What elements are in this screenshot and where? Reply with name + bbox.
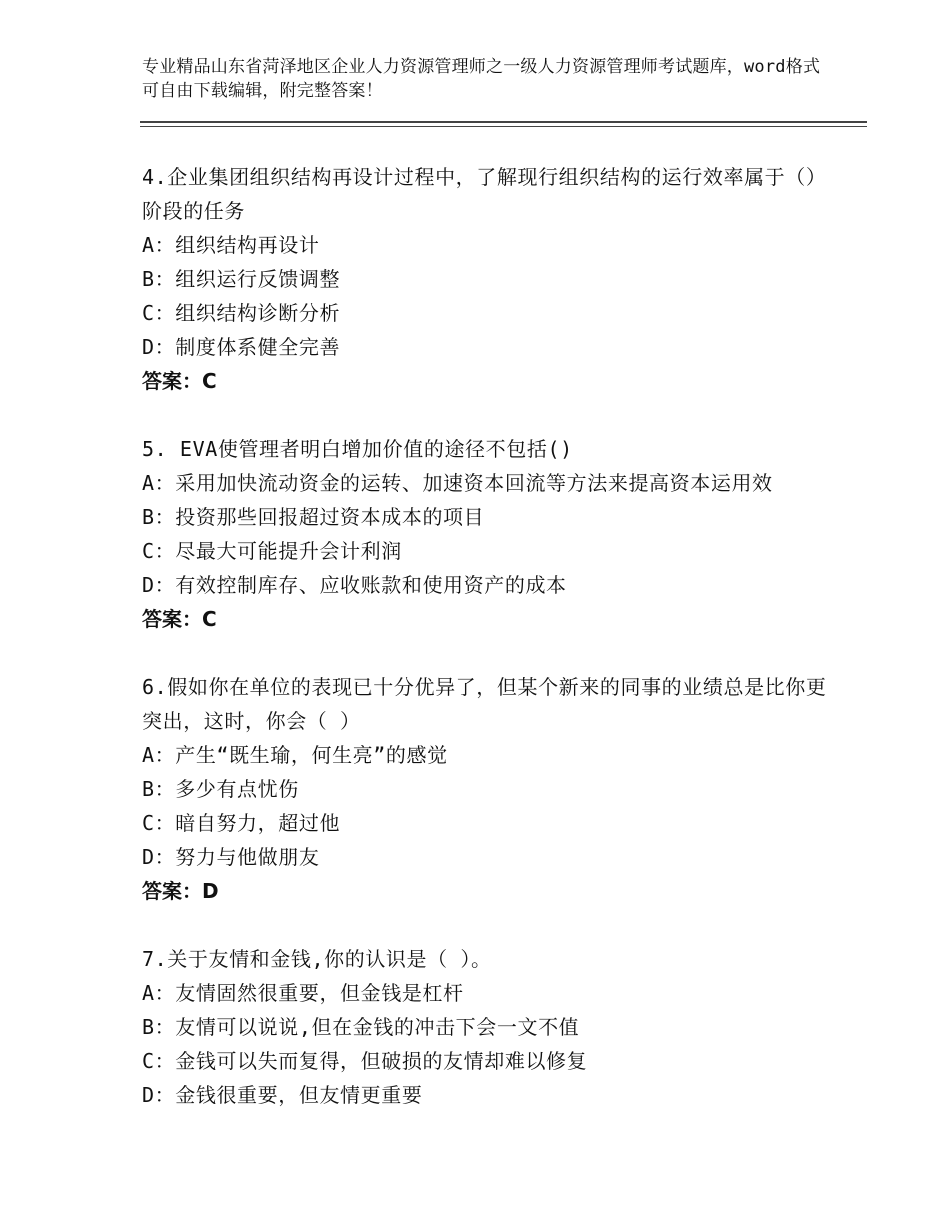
option-b: B：友情可以说说,但在金钱的冲击下会一文不值 — [142, 1015, 580, 1039]
option-b: B：投资那些回报超过资本成本的项目 — [142, 505, 485, 529]
question-5 — [142, 432, 832, 636]
option-d: D：努力与他做朋友 — [142, 845, 320, 869]
question-6 — [142, 670, 832, 908]
answer-value: D — [202, 879, 219, 903]
option-a: A：采用加快流动资金的运转、加速资本回流等方法来提高资本运用效 — [142, 471, 773, 495]
answer-value: C — [202, 369, 217, 393]
question-stem: 7.关于友情和金钱,你的认识是（ ）。 — [142, 947, 492, 971]
spacer — [142, 636, 832, 670]
option-c: C：暗自努力，超过他 — [142, 811, 341, 835]
question-stem: 6.假如你在单位的表现已十分优异了，但某个新来的同事的业绩总是比你更突出，这时，你会（ ） — [142, 675, 827, 733]
option-b: B：多少有点忧伤 — [142, 777, 299, 801]
header-divider — [140, 121, 867, 123]
header-divider-thin — [140, 126, 867, 127]
option-c: C：金钱可以失而复得，但破损的友情却难以修复 — [142, 1049, 588, 1073]
option-b: B：组织运行反馈调整 — [142, 267, 341, 291]
question-stem: 4.企业集团组织结构再设计过程中，了解现行组织结构的运行效率属于（）阶段的任务 — [142, 165, 827, 223]
question-7 — [142, 942, 832, 1112]
document-header: 专业精品山东省菏泽地区企业人力资源管理师之一级人力资源管理师考试题库，word格式可自由下载编辑，附完整答案！ — [142, 57, 821, 101]
answer-value: C — [202, 607, 217, 631]
option-c: C：组织结构诊断分析 — [142, 301, 341, 325]
question-list — [142, 160, 832, 1112]
answer-label: 答案： — [142, 607, 202, 631]
spacer — [142, 908, 832, 942]
option-a: A：产生“既生瑜，何生亮”的感觉 — [142, 743, 448, 767]
spacer — [142, 398, 832, 432]
answer-label: 答案： — [142, 879, 202, 903]
question-stem: 5. EVA使管理者明白增加价值的途径不包括() — [142, 437, 573, 461]
option-a: A：友情固然很重要，但金钱是杠杆 — [142, 981, 464, 1005]
answer-label: 答案： — [142, 369, 202, 393]
answer-line — [142, 602, 832, 636]
option-c: C：尽最大可能提升会计利润 — [142, 539, 402, 563]
option-d: D：金钱很重要，但友情更重要 — [142, 1083, 423, 1107]
option-d: D：制度体系健全完善 — [142, 335, 341, 359]
question-4 — [142, 160, 832, 398]
answer-line — [142, 364, 832, 398]
option-d: D：有效控制库存、应收账款和使用资产的成本 — [142, 573, 567, 597]
answer-line — [142, 874, 832, 908]
option-a: A：组织结构再设计 — [142, 233, 320, 257]
